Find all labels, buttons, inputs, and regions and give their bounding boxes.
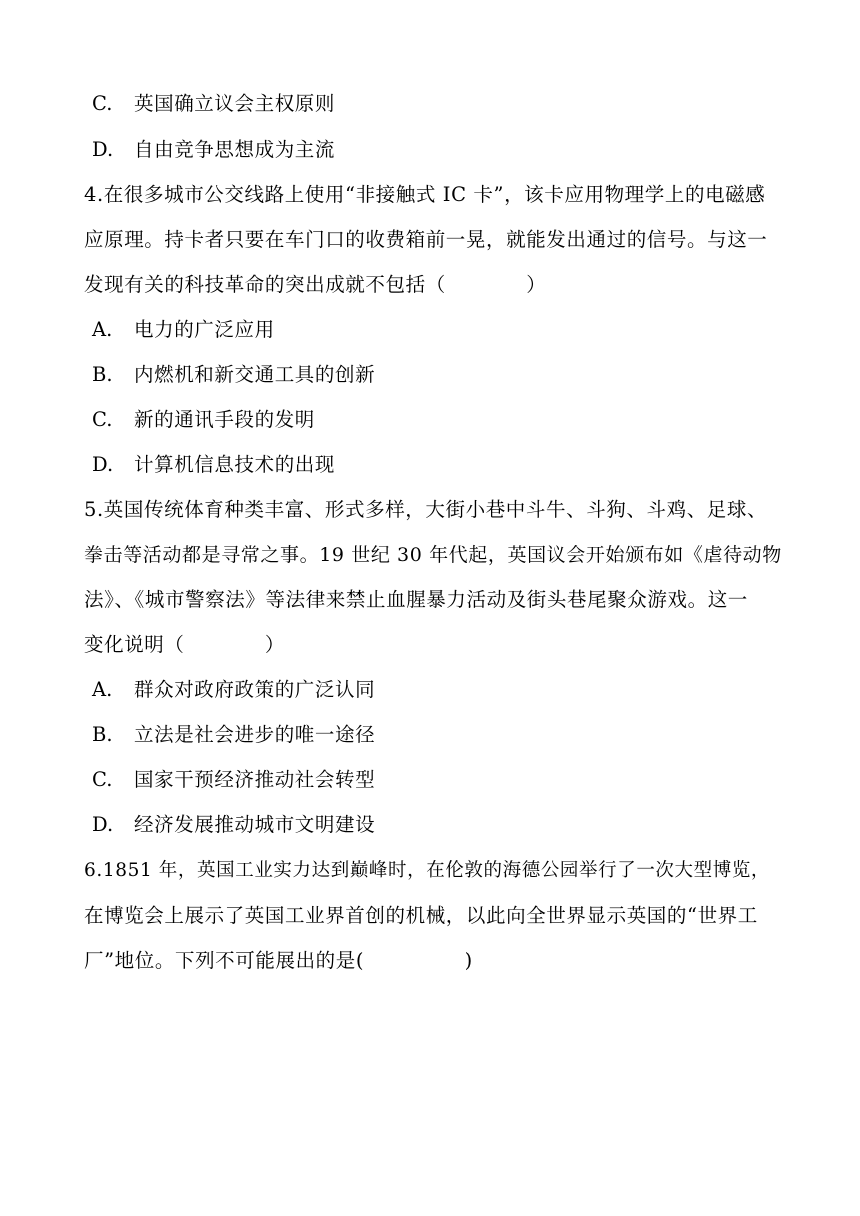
option-letter: C.	[92, 408, 113, 431]
q4-stem-line-3: 发现有关的科技革命的突出成就不包括（ ）	[84, 273, 547, 296]
option-letter: C.	[92, 768, 113, 791]
option-text: 群众对政府政策的广泛认同	[134, 678, 376, 701]
option-text: 立法是社会进步的唯一途径	[134, 723, 376, 746]
q3-option-d	[92, 136, 335, 164]
q5-stem-line-2: 拳击等活动都是寻常之事。19 世纪 30 年代起，英国议会开始颁布如《虐待动物	[84, 544, 782, 566]
option-text: 自由竞争思想成为主流	[134, 138, 336, 161]
q5-option-d	[92, 811, 375, 839]
q3-option-c	[92, 90, 335, 118]
option-text: 电力的广泛应用	[134, 318, 275, 341]
q4-option-d	[92, 451, 335, 479]
option-text: 新的通讯手段的发明	[134, 408, 315, 431]
option-letter: B.	[92, 723, 113, 746]
q4-option-b	[92, 361, 375, 389]
q5-stem-line-4: 变化说明（ ）	[84, 633, 286, 656]
q4-option-a	[92, 316, 275, 344]
option-text: 计算机信息技术的出现	[134, 453, 336, 476]
q6-stem-line-2: 在博览会上展示了英国工业界首创的机械，以此向全世界显示英国的“世界工	[84, 904, 758, 927]
q6-stem-line-1: 6.1851 年，英国工业实力达到巅峰时，在伦敦的海德公园举行了一次大型博览，	[84, 860, 771, 881]
q5-option-a	[92, 676, 375, 704]
option-letter: D.	[92, 813, 114, 836]
q6-stem-line-3: 厂”地位。下列不可能展出的是( )	[84, 949, 473, 972]
q5-stem-line-3: 法》、《城市警察法》等法律来禁止血腥暴力活动及街头巷尾聚众游戏。这一	[84, 588, 748, 611]
option-letter: D.	[92, 138, 114, 161]
q4-stem-line-1: 4.在很多城市公交线路上使用“非接触式 IC 卡”，该卡应用物理学上的电磁感	[84, 183, 766, 206]
option-letter: A.	[92, 318, 113, 341]
option-text: 英国确立议会主权原则	[134, 92, 336, 115]
q5-option-c	[92, 766, 375, 794]
q5-stem-line-1: 5.英国传统体育种类丰富、形式多样，大街小巷中斗牛、斗狗、斗鸡、足球、	[84, 498, 768, 521]
option-letter: B.	[92, 363, 113, 386]
q4-stem-line-2: 应原理。持卡者只要在车门口的收费箱前一晃，就能发出通过的信号。与这一	[84, 228, 768, 251]
option-text: 内燃机和新交通工具的创新	[134, 363, 376, 386]
q4-option-c	[92, 406, 315, 434]
option-text: 国家干预经济推动社会转型	[134, 768, 376, 791]
q5-option-b	[92, 721, 375, 749]
option-text: 经济发展推动城市文明建设	[134, 813, 376, 836]
option-letter: C.	[92, 92, 113, 115]
option-letter: D.	[92, 453, 114, 476]
option-letter: A.	[92, 678, 113, 701]
